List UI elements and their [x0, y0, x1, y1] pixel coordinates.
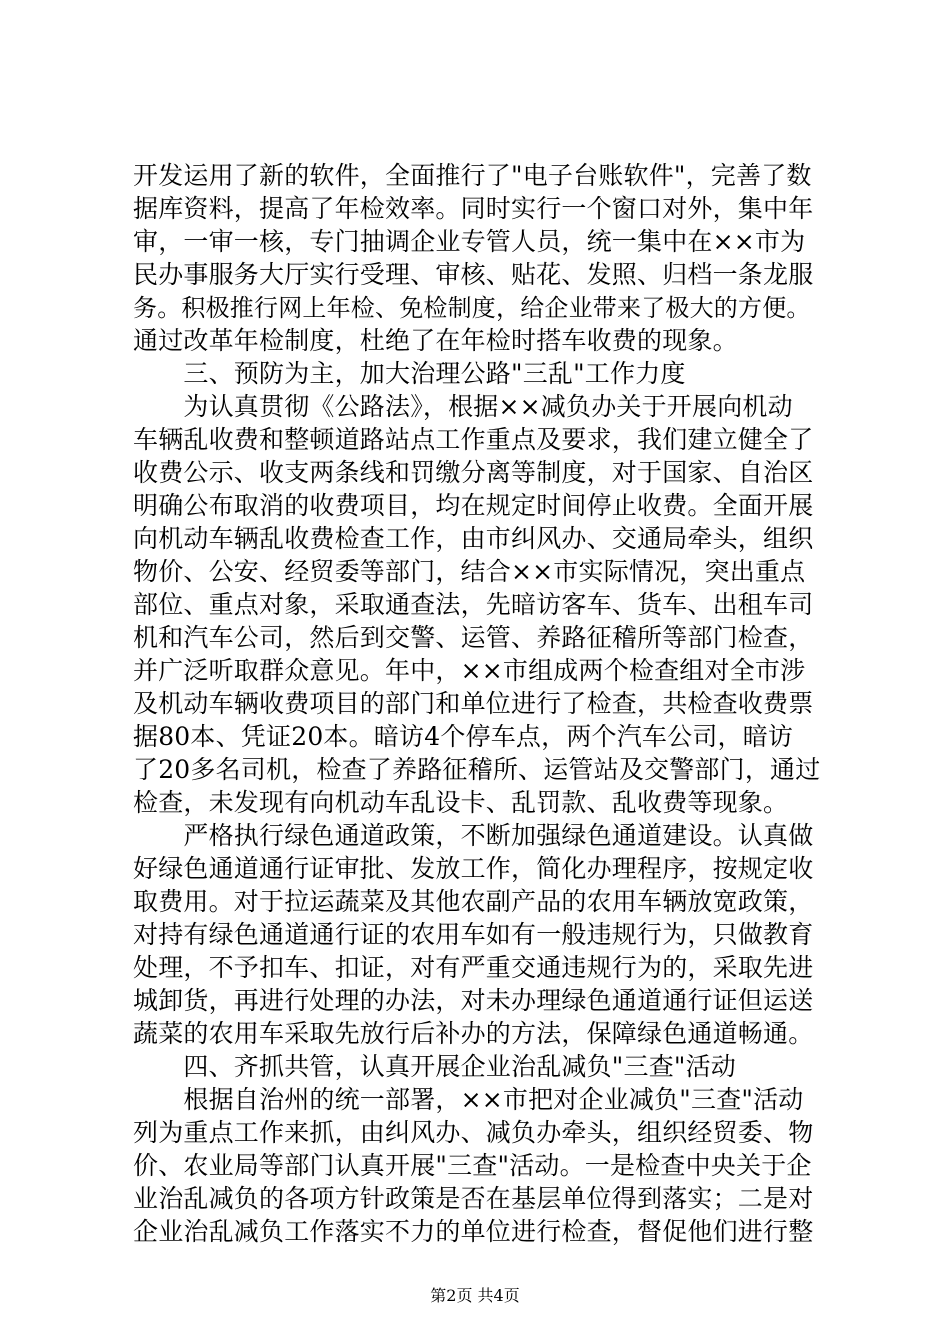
text-line: 企业治乱减负工作落实不力的单位进行检查，督促他们进行整: [133, 1217, 814, 1246]
text-line: 价、农业局等部门认真开展"三查"活动。一是检查中央关于企: [133, 1151, 812, 1180]
text-line: 根据自治州的统一部署，××市把对企业减负"三查"活动: [133, 1085, 804, 1114]
text-line: 及机动车辆收费项目的部门和单位进行了检查，共检查收费票: [133, 689, 814, 718]
text-line: 列为重点工作来抓，由纠风办、减负办牵头，组织经贸委、物: [133, 1118, 814, 1147]
text-line: 务。积极推行网上年检、免检制度，给企业带来了极大的方便。: [133, 294, 811, 322]
text-line: 机和汽车公司，然后到交警、运管、养路征稽所等部门检查，: [133, 623, 814, 652]
text-line: 城卸货，再进行处理的办法，对未办理绿色通道通行证但运送: [133, 986, 814, 1015]
text-line: 业治乱减负的各项方针政策是否在基层单位得到落实；二是对: [133, 1184, 814, 1213]
text-line: 物价、公安、经贸委等部门，结合××市实际情况，突出重点: [133, 557, 806, 586]
text-line: 为认真贯彻《公路法》，根据××减负办关于开展向机动: [133, 392, 793, 421]
text-line: 审，一审一核，专门抽调企业专管人员，统一集中在××市为: [133, 227, 806, 256]
text-line: 据库资料，提高了年检效率。同时实行一个窗口对外，集中年: [133, 194, 814, 223]
text-line: 据80本、凭证20本。暗访4个停车点，两个汽车公司，暗访: [133, 722, 794, 751]
text-line: 取费用。对于拉运蔬菜及其他农副产品的农用车辆放宽政策，: [133, 887, 814, 916]
text-line: 收费公示、收支两条线和罚缴分离等制度，对于国家、自治区: [133, 458, 814, 487]
text-line: 蔬菜的农用车采取先放行后补办的方法，保障绿色通道畅通。: [133, 1019, 814, 1048]
page-number-footer: 第2页 共4页: [430, 1286, 520, 1305]
text-line: 了20多名司机，检查了养路征稽所、运管站及交警部门，通过: [133, 755, 821, 784]
text-line: 严格执行绿色通道政策，不断加强绿色通道建设。认真做: [133, 821, 814, 850]
text-line: 民办事服务大厅实行受理、审核、贴花、发照、归档一条龙服: [133, 260, 814, 289]
text-line: 检查，未发现有向机动车乱设卡、乱罚款、乱收费等现象。: [133, 788, 789, 817]
text-line: 明确公布取消的收费项目，均在规定时间停止收费。全面开展: [133, 491, 814, 520]
text-line: 对持有绿色通道通行证的农用车如有一般违规行为，只做教育: [133, 920, 814, 949]
text-line: 处理，不予扣车、扣证，对有严重交通违规行为的，采取先进: [133, 953, 814, 982]
text-line: 向机动车辆乱收费检查工作，由市纠风办、交通局牵头，组织: [133, 524, 814, 553]
text-line: 部位、重点对象，采取通查法，先暗访客车、货车、出租车司: [133, 590, 814, 619]
text-line: 车辆乱收费和整顿道路站点工作重点及要求，我们建立健全了: [133, 425, 814, 454]
text-line: 通过改革年检制度，杜绝了在年检时搭车收费的现象。: [133, 326, 738, 355]
text-line: 并广泛听取群众意见。年中，××市组成两个检查组对全市涉: [133, 656, 806, 685]
text-line: 好绿色通道通行证审批、发放工作，简化办理程序，按规定收: [133, 854, 814, 883]
section-heading: 四、齐抓共管，认真开展企业治乱减负"三查"活动: [133, 1052, 737, 1081]
section-heading: 三、预防为主，加大治理公路"三乱"工作力度: [133, 359, 686, 388]
text-line: 开发运用了新的软件，全面推行了"电子台账软件"，完善了数: [133, 161, 812, 190]
